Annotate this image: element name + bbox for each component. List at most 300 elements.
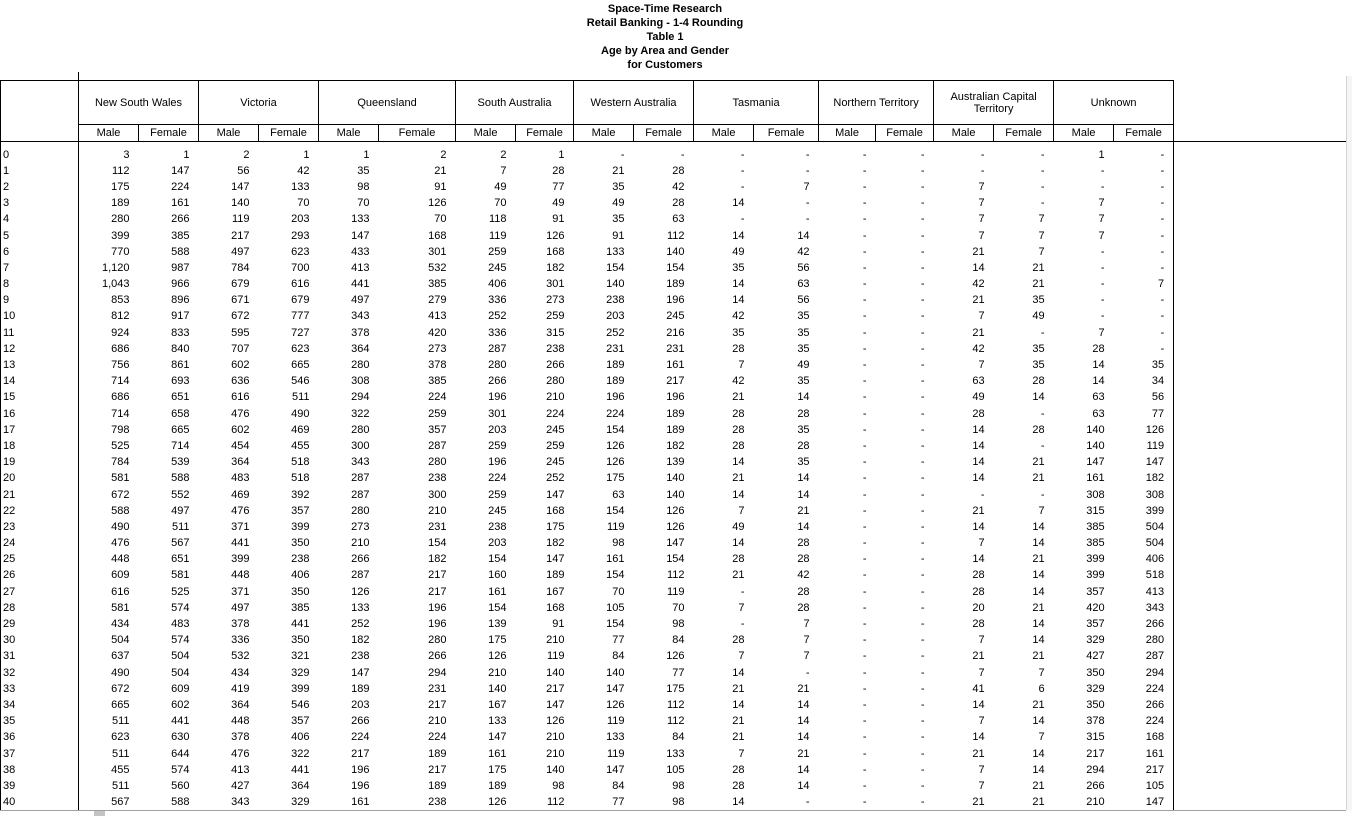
- data-cell: 1,120: [101, 261, 130, 274]
- age-column-rule-stub: [78, 72, 79, 81]
- data-cell: 224: [1114, 681, 1174, 697]
- data-cell: 56: [237, 164, 250, 177]
- data-cell: -: [920, 180, 925, 193]
- data-cell: -: [862, 634, 867, 647]
- data-cell: 175: [488, 634, 507, 647]
- data-cell: 7: [1098, 197, 1105, 210]
- data-cell: -: [920, 537, 925, 550]
- data-cell: 630: [171, 731, 190, 744]
- data-cell: -: [862, 472, 867, 485]
- data-cell: 280: [111, 213, 130, 226]
- data-cell: -: [862, 520, 867, 533]
- data-cell: -: [920, 553, 925, 566]
- data-cell: 469: [231, 488, 250, 501]
- data-cell: 168: [546, 504, 565, 517]
- data-cell: 504: [171, 666, 190, 679]
- data-cell: 182: [546, 537, 565, 550]
- data-cell: 126: [666, 504, 685, 517]
- data-cell: 343: [1114, 600, 1174, 616]
- data-cell: 217: [1086, 747, 1105, 760]
- data-cell: 14: [732, 537, 745, 550]
- data-cell: 7: [1038, 245, 1045, 258]
- data-cell: 420: [1086, 601, 1105, 614]
- data-cell: 21: [1032, 650, 1045, 663]
- data-cell: -: [862, 148, 867, 161]
- data-cell: 133: [488, 715, 507, 728]
- data-cell: 14: [797, 731, 810, 744]
- data-cell: 91: [552, 213, 565, 226]
- data-cell: 28: [672, 164, 685, 177]
- data-cell: 679: [231, 278, 250, 291]
- data-cell: 147: [171, 164, 190, 177]
- data-cell: 35: [797, 342, 810, 355]
- data-cell: 679: [291, 294, 310, 307]
- data-cell: 798: [111, 423, 130, 436]
- gender-header-male-2: Male: [319, 125, 379, 142]
- table-row: [1, 211, 1174, 227]
- age-label: 31: [1, 648, 79, 664]
- data-cell: 1: [363, 148, 370, 161]
- data-cell: -: [920, 650, 925, 663]
- data-cell: 287: [428, 439, 447, 452]
- data-cell: 49: [612, 197, 625, 210]
- data-cell: 350: [291, 537, 310, 550]
- data-cell: 175: [606, 472, 625, 485]
- data-cell: 518: [291, 472, 310, 485]
- data-cell: 329: [1086, 634, 1105, 647]
- data-cell: 357: [1086, 618, 1105, 631]
- age-by-area-gender-table: [0, 80, 1174, 810]
- data-cell: 7: [738, 650, 745, 663]
- data-cell: 616: [291, 278, 310, 291]
- data-cell: 266: [546, 359, 565, 372]
- data-cell: 154: [606, 504, 625, 517]
- data-cell: 308: [351, 375, 370, 388]
- data-cell: 217: [231, 229, 250, 242]
- data-cell: -: [1040, 439, 1045, 452]
- data-cell: 196: [351, 779, 370, 792]
- gender-header-male-8: Male: [1054, 125, 1114, 142]
- data-cell: 35: [357, 164, 370, 177]
- data-cell: 504: [1114, 535, 1174, 551]
- data-cell: 671: [231, 294, 250, 307]
- age-label: 25: [1, 551, 79, 567]
- data-cell: 175: [111, 180, 130, 193]
- data-cell: 196: [428, 601, 447, 614]
- data-cell: 14: [732, 278, 745, 291]
- data-cell: 413: [428, 310, 447, 323]
- data-cell: 7: [803, 180, 810, 193]
- table-row: [1, 308, 1174, 324]
- data-cell: 28: [972, 618, 985, 631]
- data-cell: -: [1100, 261, 1105, 274]
- data-cell: 14: [1032, 763, 1045, 776]
- data-cell: 336: [231, 634, 250, 647]
- data-cell: 7: [978, 715, 985, 728]
- data-cell: 378: [351, 326, 370, 339]
- report-title-block: [0, 2, 1330, 72]
- data-cell: -: [862, 407, 867, 420]
- data-cell: 133: [291, 180, 310, 193]
- data-cell: 287: [351, 569, 370, 582]
- data-cell: 280: [1114, 632, 1174, 648]
- data-cell: -: [920, 715, 925, 728]
- data-cell: 154: [606, 569, 625, 582]
- data-cell: 636: [231, 375, 250, 388]
- data-cell: 154: [666, 261, 685, 274]
- data-cell: 511: [111, 747, 130, 760]
- age-label: 18: [1, 438, 79, 454]
- data-cell: 511: [171, 520, 190, 533]
- data-cell: 21: [972, 245, 985, 258]
- data-cell: -: [740, 164, 745, 177]
- data-cell: 126: [546, 715, 565, 728]
- data-cell: 707: [231, 342, 250, 355]
- table-row: [1, 648, 1174, 664]
- data-cell: 623: [111, 731, 130, 744]
- data-cell: 35: [1032, 294, 1045, 307]
- data-cell: 518: [291, 456, 310, 469]
- data-cell: 483: [231, 472, 250, 485]
- data-cell: 224: [428, 731, 447, 744]
- region-header-1: Victoria: [199, 81, 319, 125]
- data-cell: 35: [612, 213, 625, 226]
- data-cell: -: [1100, 278, 1105, 291]
- data-cell: 21: [1032, 261, 1045, 274]
- data-cell: 49: [732, 245, 745, 258]
- data-cell: 315: [1086, 731, 1105, 744]
- data-cell: 126: [1114, 422, 1174, 438]
- data-cell: -: [862, 618, 867, 631]
- data-cell: 300: [351, 439, 370, 452]
- data-cell: 7: [978, 197, 985, 210]
- data-cell: 511: [111, 715, 130, 728]
- data-cell: 28: [972, 407, 985, 420]
- data-cell: 574: [171, 634, 190, 647]
- data-cell: 727: [291, 326, 310, 339]
- gender-header-male-7: Male: [934, 125, 994, 142]
- data-cell: 189: [351, 682, 370, 695]
- data-cell: 7: [1098, 229, 1105, 242]
- data-cell: 196: [666, 294, 685, 307]
- data-cell: -: [920, 569, 925, 582]
- data-cell: 112: [546, 796, 565, 809]
- age-label: 33: [1, 681, 79, 697]
- data-cell: 336: [488, 326, 507, 339]
- horizontal-scrollbar-thumb[interactable]: [94, 811, 105, 816]
- table-row: [1, 227, 1174, 243]
- data-cell: 315: [546, 326, 565, 339]
- data-cell: 266: [171, 213, 190, 226]
- data-cell: 63: [797, 278, 810, 291]
- data-cell: 28: [797, 585, 810, 598]
- data-cell: 217: [428, 569, 447, 582]
- data-cell: 14: [1032, 537, 1045, 550]
- data-cell: 308: [1114, 486, 1174, 502]
- data-cell: 266: [1114, 616, 1174, 632]
- data-cell: 259: [488, 488, 507, 501]
- data-cell: 63: [972, 375, 985, 388]
- data-cell: 189: [606, 375, 625, 388]
- data-cell: -: [862, 326, 867, 339]
- data-cell: 126: [606, 456, 625, 469]
- data-cell: 35: [797, 456, 810, 469]
- data-cell: -: [920, 310, 925, 323]
- data-cell: 518: [1114, 567, 1174, 583]
- data-cell: 483: [171, 618, 190, 631]
- data-cell: 98: [672, 796, 685, 809]
- data-cell: 28: [732, 423, 745, 436]
- data-cell: 14: [1092, 359, 1105, 372]
- data-cell: -: [862, 342, 867, 355]
- data-cell: 434: [111, 618, 130, 631]
- data-cell: 63: [612, 488, 625, 501]
- data-cell: 14: [972, 553, 985, 566]
- data-cell: 371: [231, 585, 250, 598]
- data-cell: -: [920, 682, 925, 695]
- age-label: 11: [1, 325, 79, 341]
- data-cell: 14: [1032, 634, 1045, 647]
- data-cell: 77: [612, 634, 625, 647]
- data-cell: 266: [488, 375, 507, 388]
- data-cell: 623: [291, 245, 310, 258]
- data-cell: 35: [732, 261, 745, 274]
- data-cell: 714: [171, 439, 190, 452]
- data-cell: -: [805, 197, 810, 210]
- data-cell: 567: [111, 796, 130, 809]
- data-cell: 21: [1032, 796, 1045, 809]
- data-cell: 140: [666, 245, 685, 258]
- data-cell: 21: [1032, 553, 1045, 566]
- data-cell: 504: [1114, 519, 1174, 535]
- data-cell: 238: [488, 520, 507, 533]
- data-cell: 238: [428, 796, 447, 809]
- data-cell: 322: [351, 407, 370, 420]
- table-row: [1, 438, 1174, 454]
- data-cell: 118: [488, 213, 507, 226]
- data-cell: 861: [171, 359, 190, 372]
- data-cell: 217: [351, 747, 370, 760]
- data-cell: -: [862, 682, 867, 695]
- data-cell: 224: [488, 472, 507, 485]
- data-cell: 329: [291, 666, 310, 679]
- data-cell: 532: [428, 261, 447, 274]
- data-cell: 14: [797, 698, 810, 711]
- data-cell: 420: [428, 326, 447, 339]
- data-cell: 147: [1114, 454, 1174, 470]
- data-cell: 112: [667, 698, 685, 711]
- data-cell: 280: [351, 359, 370, 372]
- data-cell: 189: [666, 407, 685, 420]
- data-cell: -: [920, 407, 925, 420]
- data-cell: 105: [1114, 778, 1174, 794]
- data-cell: 1: [183, 148, 190, 161]
- data-cell: 91: [552, 618, 565, 631]
- gender-header-female-7: Female: [994, 125, 1054, 142]
- data-cell: -: [920, 666, 925, 679]
- data-cell: 14: [797, 763, 810, 776]
- gender-header-male-3: Male: [456, 125, 516, 142]
- data-cell: -: [1100, 294, 1105, 307]
- data-cell: 203: [291, 213, 310, 226]
- data-cell: 280: [546, 375, 565, 388]
- data-cell: 126: [546, 229, 565, 242]
- data-cell: 119: [606, 520, 625, 533]
- data-cell: -: [740, 618, 745, 631]
- data-cell: 469: [291, 423, 310, 436]
- data-cell: 42: [732, 375, 745, 388]
- table-row: [1, 325, 1174, 341]
- data-cell: 917: [171, 310, 190, 323]
- data-cell: 216: [666, 326, 685, 339]
- data-cell: 35: [797, 423, 810, 436]
- data-cell: 588: [171, 472, 190, 485]
- data-cell: -: [862, 261, 867, 274]
- data-cell: 399: [291, 682, 310, 695]
- data-cell: 574: [171, 763, 190, 776]
- data-cell: 182: [546, 261, 565, 274]
- data-cell: 140: [231, 197, 250, 210]
- data-cell: 112: [667, 229, 685, 242]
- data-cell: -: [862, 585, 867, 598]
- age-label: 22: [1, 503, 79, 519]
- data-cell: -: [920, 520, 925, 533]
- data-cell: -: [1040, 148, 1045, 161]
- data-cell: 28: [732, 779, 745, 792]
- data-cell: 168: [1114, 729, 1174, 745]
- data-cell: -: [920, 261, 925, 274]
- data-cell: 245: [488, 504, 507, 517]
- data-cell: 238: [546, 342, 565, 355]
- data-cell: -: [920, 618, 925, 631]
- data-cell: 385: [1086, 537, 1105, 550]
- data-cell: -: [862, 310, 867, 323]
- data-cell: 14: [797, 391, 810, 404]
- data-cell: 7: [1114, 276, 1174, 292]
- age-label: 40: [1, 794, 79, 810]
- region-header-2: Queensland: [319, 81, 456, 125]
- data-cell: 14: [1032, 569, 1045, 582]
- data-cell: 147: [231, 180, 250, 193]
- data-cell: 7: [1038, 731, 1045, 744]
- data-cell: 147: [606, 763, 625, 776]
- data-cell: 203: [351, 698, 370, 711]
- data-cell: -: [980, 164, 985, 177]
- data-cell: 560: [171, 779, 190, 792]
- data-cell: 147: [351, 666, 370, 679]
- data-cell: 7: [978, 634, 985, 647]
- data-cell: 497: [231, 245, 250, 258]
- data-cell: 133: [351, 601, 370, 614]
- data-cell: 77: [552, 180, 565, 193]
- data-cell: -: [1040, 326, 1045, 339]
- data-cell: 7: [1098, 213, 1105, 226]
- age-column-header: [1, 81, 79, 142]
- data-cell: 21: [434, 164, 447, 177]
- data-cell: 602: [171, 698, 190, 711]
- age-label: 32: [1, 665, 79, 681]
- data-cell: 84: [612, 779, 625, 792]
- data-cell: 140: [1086, 439, 1105, 452]
- data-cell: 189: [666, 278, 685, 291]
- data-cell: 273: [351, 520, 370, 533]
- data-cell: 7: [1038, 666, 1045, 679]
- data-cell: -: [920, 164, 925, 177]
- data-cell: 490: [111, 666, 130, 679]
- age-label: 23: [1, 519, 79, 535]
- data-cell: 21: [1032, 601, 1045, 614]
- age-label: 37: [1, 745, 79, 761]
- data-cell: 3: [123, 148, 130, 161]
- data-cell: 497: [351, 294, 370, 307]
- data-cell: 322: [291, 747, 310, 760]
- data-cell: 266: [428, 650, 447, 663]
- data-cell: 35: [732, 326, 745, 339]
- data-cell: 812: [111, 310, 130, 323]
- data-cell: 167: [546, 585, 565, 598]
- data-cell: 399: [1086, 553, 1105, 566]
- age-label: 26: [1, 567, 79, 583]
- data-cell: 280: [351, 423, 370, 436]
- data-cell: 21: [732, 569, 745, 582]
- data-cell: 441: [231, 537, 250, 550]
- data-cell: -: [920, 585, 925, 598]
- data-cell: 42: [972, 342, 985, 355]
- data-cell: 35: [797, 375, 810, 388]
- data-cell: 41: [972, 682, 985, 695]
- data-cell: 714: [111, 407, 130, 420]
- data-cell: 7: [738, 747, 745, 760]
- data-cell: 231: [666, 342, 685, 355]
- data-cell: 315: [1086, 504, 1105, 517]
- data-cell: 343: [351, 310, 370, 323]
- table-row: [1, 551, 1174, 567]
- data-cell: 147: [488, 731, 507, 744]
- data-cell: 350: [1086, 666, 1105, 679]
- age-label: 12: [1, 341, 79, 357]
- data-cell: 609: [171, 682, 190, 695]
- table-row: [1, 357, 1174, 373]
- data-cell: 413: [1114, 584, 1174, 600]
- data-cell: 433: [351, 245, 370, 258]
- data-cell: 49: [732, 520, 745, 533]
- data-cell: 14: [1032, 747, 1045, 760]
- region-header-4: Western Australia: [574, 81, 694, 125]
- vertical-scrollbar[interactable]: [1346, 76, 1352, 810]
- data-cell: 42: [297, 164, 310, 177]
- data-cell: -: [862, 164, 867, 177]
- data-cell: 21: [732, 731, 745, 744]
- data-cell: 167: [488, 698, 507, 711]
- data-cell: 294: [1114, 665, 1174, 681]
- table-row: [1, 389, 1174, 405]
- data-cell: 385: [428, 278, 447, 291]
- data-cell: 7: [978, 359, 985, 372]
- data-cell: 161: [1086, 472, 1105, 485]
- data-cell: 210: [428, 504, 447, 517]
- data-cell: 378: [231, 618, 250, 631]
- data-cell: 91: [434, 180, 447, 193]
- data-cell: -: [920, 439, 925, 452]
- data-cell: 525: [171, 585, 190, 598]
- data-cell: 427: [231, 779, 250, 792]
- data-cell: 777: [291, 310, 310, 323]
- data-cell: 924: [111, 326, 130, 339]
- data-cell: 840: [171, 342, 190, 355]
- data-cell: 245: [546, 456, 565, 469]
- data-cell: -: [862, 197, 867, 210]
- data-cell: 552: [171, 488, 190, 501]
